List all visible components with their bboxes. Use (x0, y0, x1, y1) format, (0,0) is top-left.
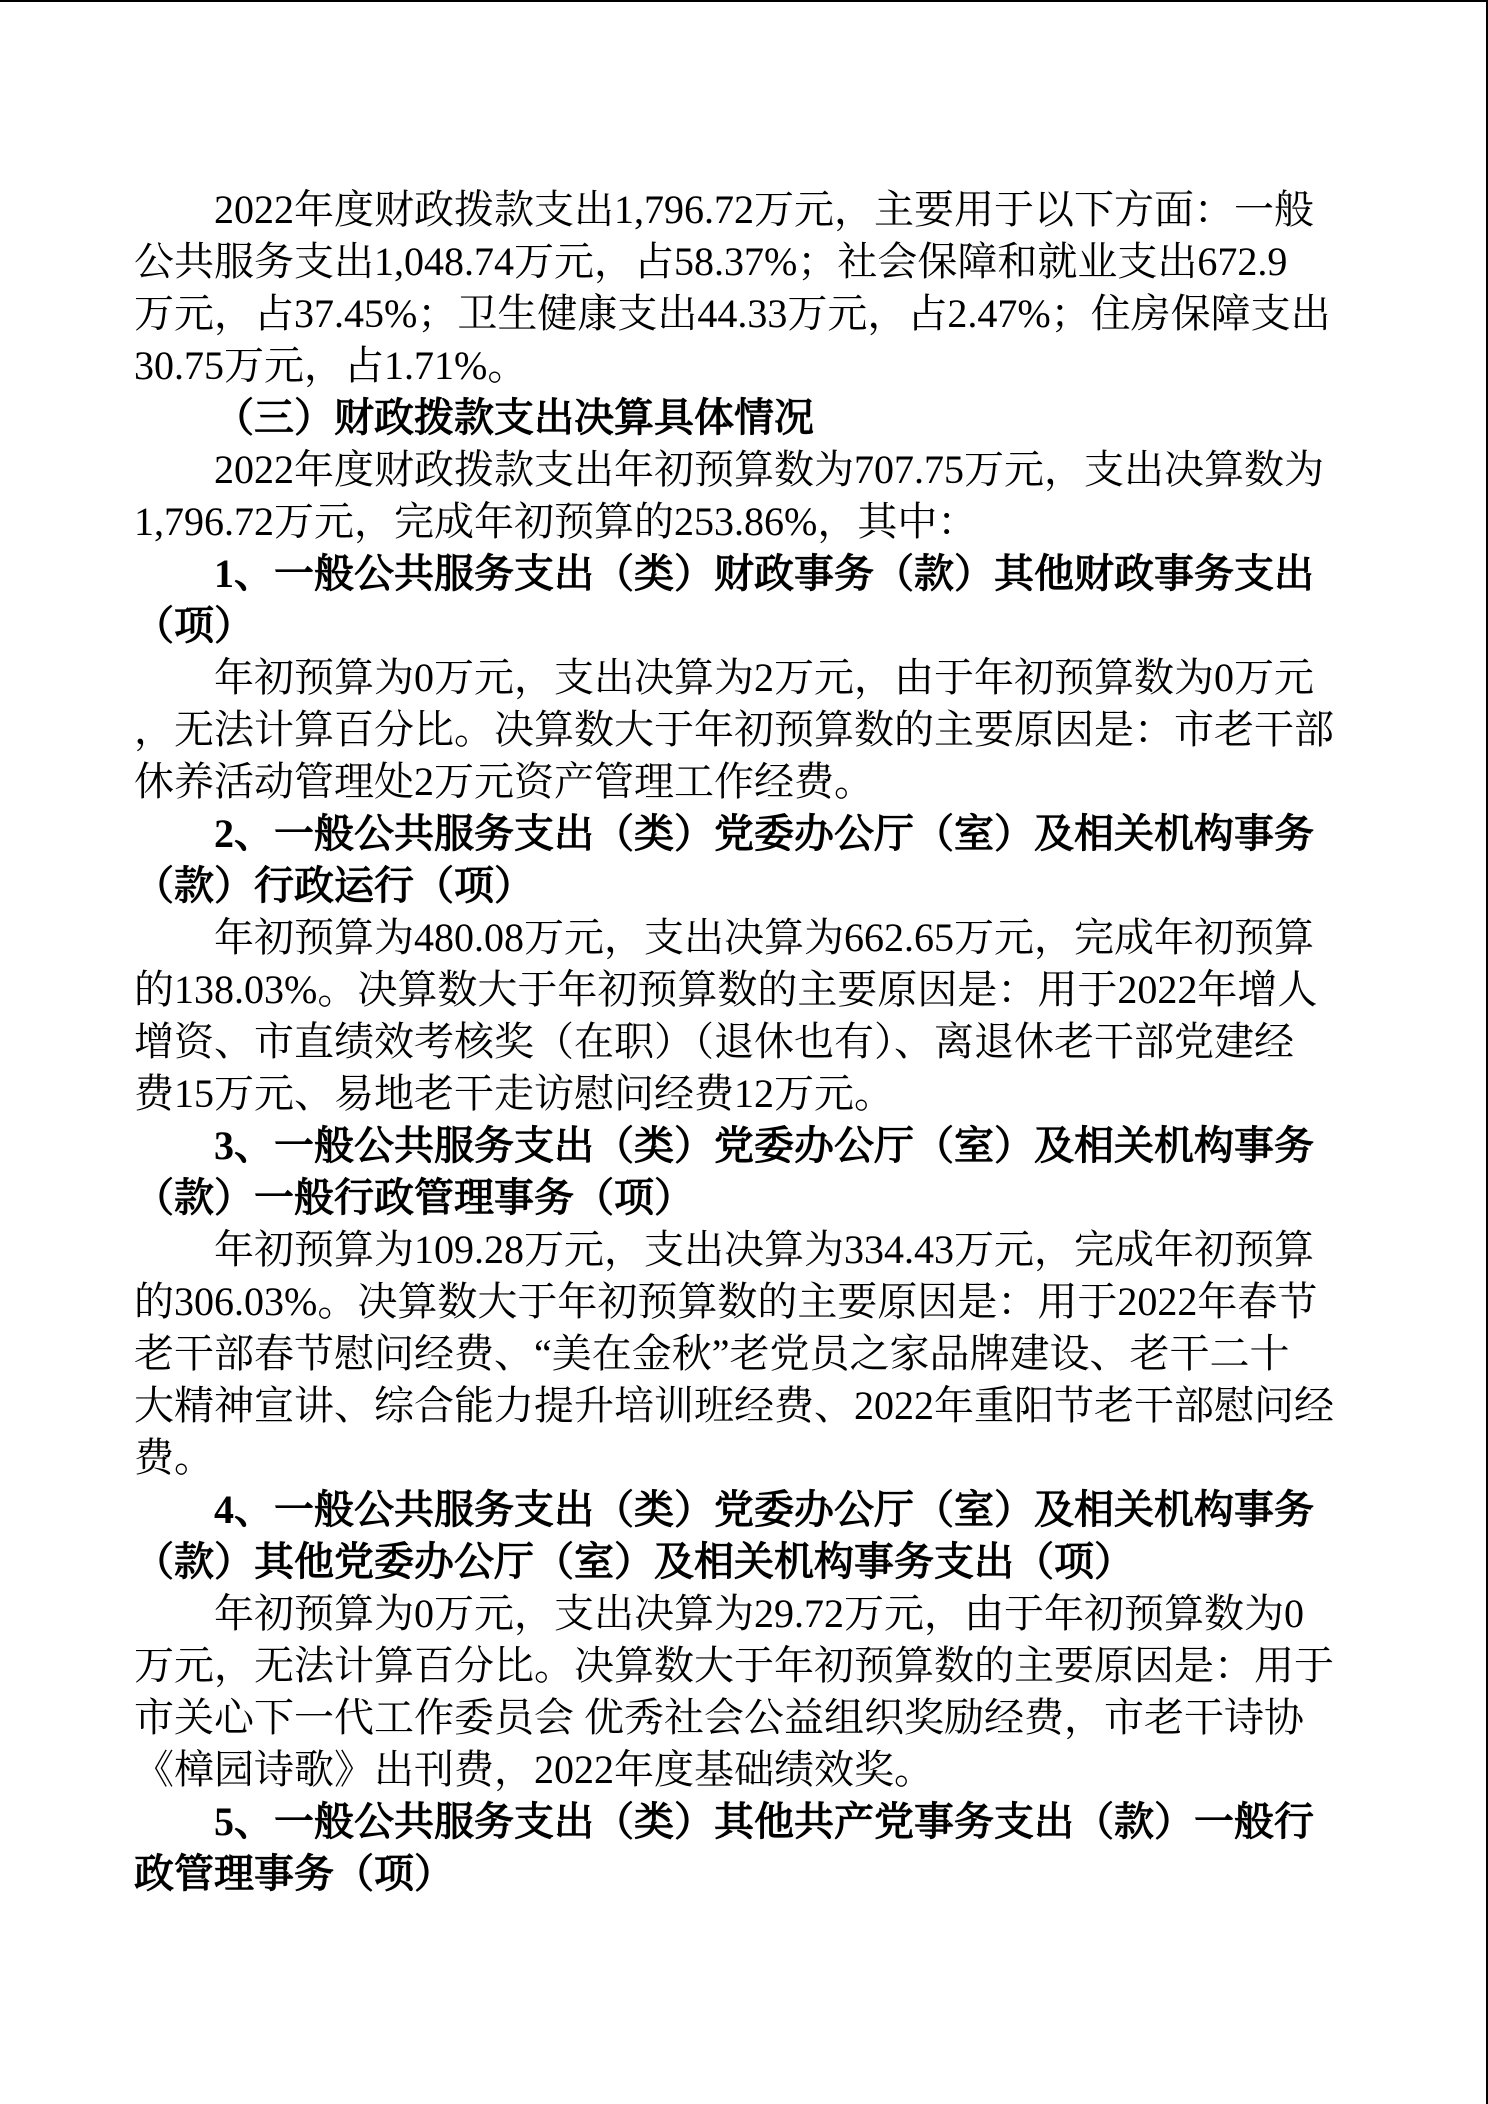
item-heading-4 (134, 1484, 1344, 1588)
body-paragraph (134, 912, 1344, 1120)
heading-line: 1、一般公共服务支出（类）财政事务（款）其他财政事务支出 (214, 551, 1314, 596)
text-line: 1,796.72万元，完成年初预算的253.86%，其中： (134, 499, 978, 544)
text-line: 年初预算为109.28万元，支出决算为334.43万元，完成年初预算 (214, 1227, 1314, 1272)
heading-line: （三）财政拨款支出决算具体情况 (214, 395, 814, 440)
item-heading-1 (134, 548, 1344, 652)
body-paragraph (134, 184, 1344, 392)
text-line: 大精神宣讲、综合能力提升培训班经费、2022年重阳节老干部慰问经 (134, 1383, 1334, 1428)
heading-line: 政管理事务（项） (134, 1851, 454, 1896)
text-line: ，无法计算百分比。决算数大于年初预算数的主要原因是：市老干部 (134, 707, 1334, 752)
text-line: 《樟园诗歌》出刊费，2022年度基础绩效奖。 (134, 1747, 934, 1792)
section-heading (134, 392, 1344, 444)
item-heading-3 (134, 1120, 1344, 1224)
text-line: 休养活动管理处2万元资产管理工作经费。 (134, 759, 874, 804)
text-line: 30.75万元，占1.71%。 (134, 343, 528, 388)
text-line: 老干部春节慰问经费、“美在金秋”老党员之家品牌建设、老干二十 (134, 1331, 1290, 1376)
document-body (134, 184, 1344, 1900)
heading-line: 2、一般公共服务支出（类）党委办公厅（室）及相关机构事务 (214, 811, 1314, 856)
body-paragraph (134, 1224, 1344, 1484)
text-line: 2022年度财政拨款支出年初预算数为707.75万元，支出决算数为 (214, 447, 1324, 492)
text-line: 万元，无法计算百分比。决算数大于年初预算数的主要原因是：用于 (134, 1643, 1334, 1688)
text-line: 年初预算为0万元，支出决算为29.72万元，由于年初预算数为0 (214, 1591, 1304, 1636)
body-paragraph (134, 444, 1344, 548)
heading-line: 4、一般公共服务支出（类）党委办公厅（室）及相关机构事务 (214, 1487, 1314, 1532)
text-line: 的306.03%。决算数大于年初预算数的主要原因是：用于2022年春节 (134, 1279, 1318, 1324)
heading-line: （款）一般行政管理事务（项） (134, 1175, 694, 1220)
text-line: 万元，占37.45%；卫生健康支出44.33万元，占2.47%；住房保障支出 (134, 291, 1331, 336)
item-heading-2 (134, 808, 1344, 912)
text-line: 增资、市直绩效考核奖（在职）（退休也有）、离退休老干部党建经 (134, 1019, 1294, 1064)
heading-line: 5、一般公共服务支出（类）其他共产党事务支出（款）一般行 (214, 1799, 1314, 1844)
text-line: 市关心下一代工作委员会 优秀社会公益组织奖励经费，市老干诗协 (134, 1695, 1304, 1740)
heading-line: （款）其他党委办公厅（室）及相关机构事务支出（项） (134, 1539, 1134, 1584)
text-line: 费15万元、易地老干走访慰问经费12万元。 (134, 1071, 894, 1116)
text-line: 2022年度财政拨款支出1,796.72万元，主要用于以下方面：一般 (214, 187, 1314, 232)
text-line: 年初预算为480.08万元，支出决算为662.65万元，完成年初预算 (214, 915, 1314, 960)
text-line: 年初预算为0万元，支出决算为2万元，由于年初预算数为0万元 (214, 655, 1314, 700)
text-line: 公共服务支出1,048.74万元，占58.37%；社会保障和就业支出672.9 (134, 239, 1288, 284)
body-paragraph (134, 652, 1344, 808)
heading-line: 3、一般公共服务支出（类）党委办公厅（室）及相关机构事务 (214, 1123, 1314, 1168)
body-paragraph (134, 1588, 1344, 1796)
text-line: 的138.03%。决算数大于年初预算数的主要原因是：用于2022年增人 (134, 967, 1318, 1012)
heading-line: （款）行政运行（项） (134, 863, 534, 908)
item-heading-5 (134, 1796, 1344, 1900)
text-line: 费。 (134, 1435, 214, 1480)
heading-line: （项） (134, 603, 254, 648)
